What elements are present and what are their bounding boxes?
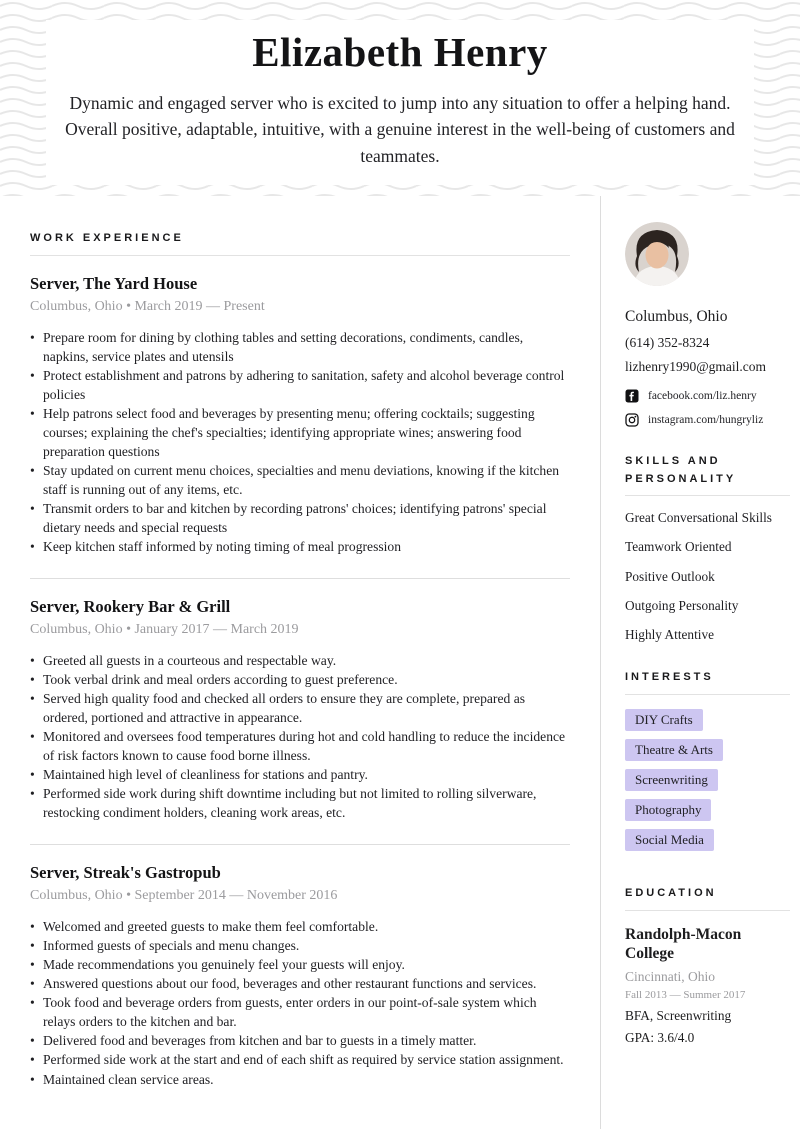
facebook-handle: facebook.com/liz.henry bbox=[648, 390, 757, 402]
skills-heading: SKILLS AND PERSONALITY bbox=[625, 453, 790, 496]
job-bullet: • Delivered food and beverages from kitchen and bar to guests in a timely matter. bbox=[30, 1031, 570, 1050]
skill-list bbox=[625, 510, 790, 643]
contact-location: Columbus, Ohio bbox=[625, 308, 728, 325]
job-bullet-list bbox=[30, 328, 570, 556]
instagram-handle: instagram.com/hungryliz bbox=[648, 414, 764, 426]
job-divider bbox=[30, 578, 570, 579]
skill-item: Teamwork Oriented bbox=[625, 539, 732, 555]
education-degree: BFA, Screenwriting bbox=[625, 1008, 732, 1024]
job-bullet: • Maintained high level of cleanliness for stations and pantry. bbox=[30, 765, 570, 784]
work-experience-column bbox=[0, 196, 600, 1129]
work-experience-heading: WORK EXPERIENCE bbox=[30, 230, 570, 256]
job-meta: Columbus, Ohio • March 2019 — Present bbox=[30, 298, 265, 314]
person-name: Elizabeth Henry bbox=[252, 29, 548, 75]
education-heading: EDUCATION bbox=[625, 885, 790, 911]
job-entry-streaks bbox=[30, 863, 570, 1088]
job-bullet: • Performed side work during shift downtime including but not limited to rolling silverware, restocking condiment holders, cleaning work areas, etc. bbox=[30, 784, 570, 822]
job-title: Server, Rookery Bar & Grill bbox=[30, 596, 231, 616]
interests-section bbox=[625, 669, 790, 859]
social-links bbox=[625, 389, 790, 427]
profile-summary: Dynamic and engaged server who is excited to jump into any situation to offer a helping hand. Overall positive, adaptable, intuitive, with a genuine interest in the well-being of customers and teammates. bbox=[65, 93, 735, 166]
header-card bbox=[46, 20, 754, 185]
interests-heading: INTERESTS bbox=[625, 669, 790, 695]
job-title: Server, The Yard House bbox=[30, 273, 198, 293]
facebook-icon bbox=[625, 389, 639, 403]
social-row-facebook bbox=[625, 389, 790, 403]
contact-phone: (614) 352-8324 bbox=[625, 335, 710, 350]
education-dates: Fall 2013 — Summer 2017 bbox=[625, 989, 746, 1002]
job-bullet: • Prepare room for dining by clothing tables and setting decorations, condiments, candles, napkins, service plates and utensils bbox=[30, 328, 570, 366]
job-bullet: • Made recommendations you genuinely feel your guests will enjoy. bbox=[30, 955, 570, 974]
job-meta: Columbus, Ohio • January 2017 — March 2019 bbox=[30, 621, 299, 637]
education-gpa: GPA: 3.6/4.0 bbox=[625, 1030, 695, 1046]
job-bullet: • Answered questions about our food, beverages and other restaurant functions and services. bbox=[30, 974, 570, 993]
job-bullet: • Greeted all guests in a courteous and respectable way. bbox=[30, 651, 570, 670]
job-bullet: • Took verbal drink and meal orders according to guest preference. bbox=[30, 670, 570, 689]
job-bullet: • Took food and beverage orders from guests, enter orders in our point-of-sale system which relays orders to the kitchen and bar. bbox=[30, 993, 570, 1031]
resume-header bbox=[0, 0, 800, 196]
job-bullet: • Served high quality food and checked all orders to ensure they are complete, prepared as ordered, portioned and attractive in appearance. bbox=[30, 689, 570, 727]
skill-item: Great Conversational Skills bbox=[625, 510, 772, 526]
interest-tag: Screenwriting bbox=[625, 769, 718, 791]
skill-item: Positive Outlook bbox=[625, 568, 715, 584]
avatar-photo-placeholder bbox=[625, 222, 689, 286]
sidebar bbox=[600, 196, 800, 1129]
skill-item: Highly Attentive bbox=[625, 627, 715, 643]
job-bullet: • Performed side work at the start and end of each shift as required by service station assignment. bbox=[30, 1050, 570, 1069]
education-section bbox=[625, 885, 790, 1046]
job-bullet: • Help patrons select food and beverages by presenting menu; offering cocktails; suggesting courses; explaining the chef's specialties; identifying appropriate wines; answering food preparation questions bbox=[30, 404, 570, 461]
job-bullet: • Welcomed and greeted guests to make them feel comfortable. bbox=[30, 917, 570, 936]
school-name: Randolph-Macon College bbox=[625, 925, 742, 962]
job-title: Server, Streak's Gastropub bbox=[30, 863, 221, 883]
social-row-instagram bbox=[625, 413, 790, 427]
job-bullet: • Informed guests of specials and menu changes. bbox=[30, 936, 570, 955]
resume-body bbox=[0, 196, 800, 1129]
job-bullet: • Stay updated on current menu choices, specialties and menu deviations, knowing if the kitchen staff is running out of any items, etc. bbox=[30, 461, 570, 499]
job-bullet-list bbox=[30, 917, 570, 1088]
job-divider bbox=[30, 844, 570, 845]
contact-email: lizhenry1990@gmail.com bbox=[625, 359, 767, 374]
school-location: Cincinnati, Ohio bbox=[625, 969, 715, 985]
job-bullet: • Keep kitchen staff informed by noting timing of meal progression bbox=[30, 537, 570, 556]
job-entry-rookery bbox=[30, 597, 570, 822]
job-bullet: • Protect establishment and patrons by adhering to sanitation, safety and alcohol beverage control policies bbox=[30, 366, 570, 404]
interest-tag: Theatre & Arts bbox=[625, 739, 723, 761]
skills-section bbox=[625, 453, 790, 643]
interest-tag: Photography bbox=[625, 799, 711, 821]
interest-tag: Social Media bbox=[625, 829, 714, 851]
job-meta: Columbus, Ohio • September 2014 — November 2016 bbox=[30, 888, 338, 904]
job-entry-yard-house bbox=[30, 274, 570, 556]
interest-tag: DIY Crafts bbox=[625, 709, 703, 731]
contact-block bbox=[625, 308, 790, 375]
instagram-icon bbox=[625, 413, 639, 427]
interest-tag-list bbox=[625, 709, 790, 859]
education-entry bbox=[625, 925, 790, 1047]
job-bullet: • Maintained clean service areas. bbox=[30, 1070, 570, 1089]
job-bullet: • Monitored and oversees food temperatures during hot and cold handling to reduce the incidence of risk factors known to cause food borne illness. bbox=[30, 727, 570, 765]
avatar bbox=[625, 222, 689, 286]
skill-item: Outgoing Personality bbox=[625, 598, 739, 614]
job-bullet: • Transmit orders to bar and kitchen by recording patrons' choices; identifying patrons' special dietary needs and special requests bbox=[30, 499, 570, 537]
job-bullet-list bbox=[30, 651, 570, 822]
